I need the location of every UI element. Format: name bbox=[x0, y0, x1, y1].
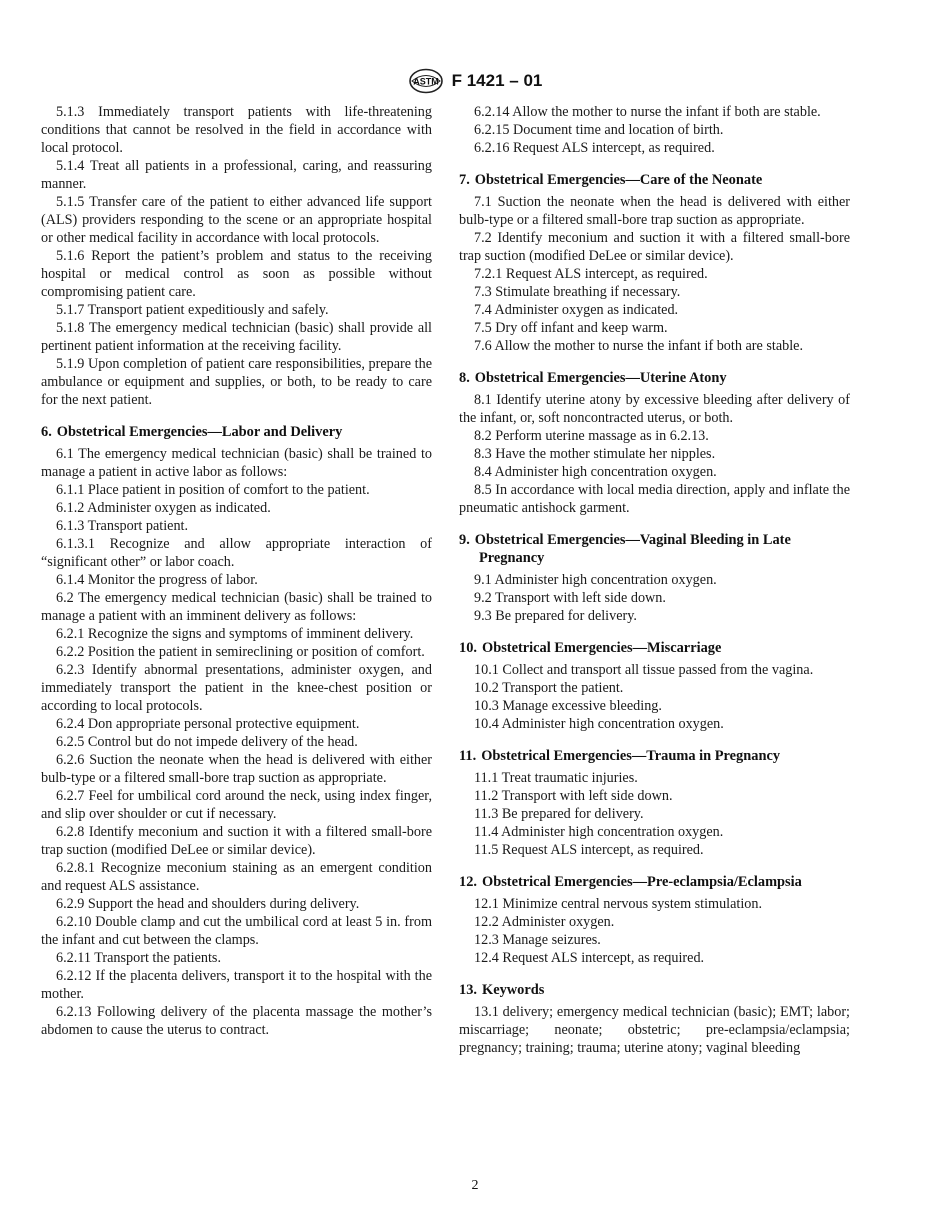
clause-paragraph: 6.2.7 Feel for umbilical cord around the neck, using index finger, and slip over shoulder or cut if necessary. bbox=[41, 788, 432, 822]
svg-text:ASTM: ASTM bbox=[412, 76, 439, 87]
clause-paragraph: 5.1.3 Immediately transport patients with life-threatening conditions that cannot be resolved in the field in accordance with local protocol. bbox=[41, 104, 432, 156]
clause-paragraph: 9.2 Transport with left side down. bbox=[474, 590, 666, 606]
clause-paragraph: 6.1 The emergency medical technician (basic) shall be trained to manage a patient in active labor as follows: bbox=[41, 446, 432, 480]
clause-paragraph: 7.6 Allow the mother to nurse the infant if both are stable. bbox=[474, 338, 803, 354]
standard-designation: F 1421 – 01 bbox=[451, 71, 543, 90]
clause-paragraph: 6.1.2 Administer oxygen as indicated. bbox=[56, 500, 271, 516]
clause-paragraph: 6.2.13 Following delivery of the placenta massage the mother’s abdomen to cause the uterus to contract. bbox=[41, 1004, 432, 1038]
clause-paragraph: 8.3 Have the mother stimulate her nipples. bbox=[474, 446, 716, 462]
clause-paragraph: 6.2.11 Transport the patients. bbox=[56, 950, 221, 966]
section-title: Obstetrical Emergencies—Trauma in Pregnancy bbox=[481, 748, 781, 764]
section-number: 13. bbox=[459, 982, 477, 998]
astm-logo-icon bbox=[408, 68, 444, 94]
clause-paragraph: 6.2.15 Document time and location of birth. bbox=[474, 122, 724, 138]
section-heading bbox=[459, 873, 850, 891]
clause-paragraph: 12.3 Manage seizures. bbox=[474, 932, 601, 948]
clause-paragraph: 9.3 Be prepared for delivery. bbox=[474, 608, 637, 624]
section-number: 9. bbox=[459, 532, 470, 548]
clause-paragraph: 10.2 Transport the patient. bbox=[474, 680, 624, 696]
section-title: Obstetrical Emergencies—Miscarriage bbox=[482, 640, 722, 656]
clause-paragraph: 8.2 Perform uterine massage as in 6.2.13. bbox=[474, 428, 709, 444]
section-heading bbox=[459, 981, 850, 999]
clause-paragraph: 6.2.8 Identify meconium and suction it with a filtered small-bore trap suction (modified DeLee or similar device). bbox=[41, 824, 432, 858]
clause-paragraph: 10.1 Collect and transport all tissue passed from the vagina. bbox=[474, 662, 814, 678]
clause-paragraph: 8.4 Administer high concentration oxygen. bbox=[474, 464, 717, 480]
clause-paragraph: 12.2 Administer oxygen. bbox=[474, 914, 615, 930]
clause-paragraph: 6.2.4 Don appropriate personal protective equipment. bbox=[56, 716, 360, 732]
clause-paragraph: 10.4 Administer high concentration oxygen. bbox=[474, 716, 724, 732]
section-title: Keywords bbox=[482, 982, 545, 998]
clause-paragraph: 5.1.4 Treat all patients in a professional, caring, and reassuring manner. bbox=[41, 158, 432, 192]
clause-paragraph: 11.1 Treat traumatic injuries. bbox=[474, 770, 638, 786]
section-heading bbox=[459, 369, 850, 387]
clause-paragraph: 6.2.3 Identify abnormal presentations, administer oxygen, and immediately transport the patient in the knee-chest position or according to local protocols. bbox=[41, 662, 432, 714]
section-number: 11. bbox=[459, 748, 477, 764]
clause-paragraph: 6.2.1 Recognize the signs and symptoms of imminent delivery. bbox=[56, 626, 414, 642]
clause-paragraph: 7.4 Administer oxygen as indicated. bbox=[474, 302, 679, 318]
clause-paragraph: 12.4 Request ALS intercept, as required. bbox=[474, 950, 705, 966]
clause-paragraph: 6.1.1 Place patient in position of comfort to the patient. bbox=[56, 482, 370, 498]
clause-paragraph: 12.1 Minimize central nervous system stimulation. bbox=[474, 896, 763, 912]
right-column bbox=[459, 103, 850, 1057]
section-number: 7. bbox=[459, 172, 470, 188]
clause-paragraph: 9.1 Administer high concentration oxygen. bbox=[474, 572, 717, 588]
clause-paragraph: 7.5 Dry off infant and keep warm. bbox=[474, 320, 668, 336]
clause-paragraph: 6.2.12 If the placenta delivers, transport it to the hospital with the mother. bbox=[41, 968, 432, 1002]
left-column bbox=[41, 103, 432, 1039]
clause-paragraph: 5.1.5 Transfer care of the patient to either advanced life support (ALS) providers responding to the scene or an appropriate hospital or other medical facility in accordance with local protocols. bbox=[41, 194, 432, 246]
clause-paragraph: 7.1 Suction the neonate when the head is delivered with either bulb-type or a filtered small-bore trap suction as appropriate. bbox=[459, 194, 850, 228]
clause-paragraph: 6.2.5 Control but do not impede delivery of the head. bbox=[56, 734, 358, 750]
section-title: Obstetrical Emergencies—Pre-eclampsia/Eclampsia bbox=[482, 874, 802, 890]
clause-paragraph: 8.1 Identify uterine atony by excessive bleeding after delivery of the infant, or, soft noncontracted uterus, or both. bbox=[459, 392, 850, 426]
clause-paragraph: 10.3 Manage excessive bleeding. bbox=[474, 698, 662, 714]
clause-paragraph: 6.2.14 Allow the mother to nurse the infant if both are stable. bbox=[474, 104, 821, 120]
section-number: 10. bbox=[459, 640, 477, 656]
clause-paragraph: 5.1.6 Report the patient’s problem and status to the receiving hospital or medical control as soon as possible without compromising patient care. bbox=[41, 248, 432, 300]
clause-paragraph: 6.2.6 Suction the neonate when the head is delivered with either bulb-type or a filtered small-bore trap suction as appropriate. bbox=[41, 752, 432, 786]
clause-paragraph: 6.2.8.1 Recognize meconium staining as an emergent condition and request ALS assistance. bbox=[41, 860, 432, 894]
clause-paragraph: 11.5 Request ALS intercept, as required. bbox=[474, 842, 704, 858]
clause-paragraph: 6.2.9 Support the head and shoulders during delivery. bbox=[56, 896, 360, 912]
section-title: Obstetrical Emergencies—Labor and Delivery bbox=[56, 424, 343, 440]
clause-paragraph: 7.3 Stimulate breathing if necessary. bbox=[474, 284, 681, 300]
clause-paragraph: 5.1.9 Upon completion of patient care responsibilities, prepare the ambulance or equipment and supplies, or both, to be ready to care for the next patient. bbox=[41, 356, 432, 408]
clause-paragraph: 7.2.1 Request ALS intercept, as required. bbox=[474, 266, 708, 282]
clause-paragraph: 6.1.3.1 Recognize and allow appropriate interaction of “significant other” or labor coach. bbox=[41, 536, 432, 570]
clause-paragraph: 6.1.4 Monitor the progress of labor. bbox=[56, 572, 258, 588]
section-heading bbox=[459, 639, 850, 657]
clause-paragraph: 6.2.2 Position the patient in semireclining or position of comfort. bbox=[56, 644, 425, 660]
section-number: 12. bbox=[459, 874, 477, 890]
section-number: 6. bbox=[41, 424, 52, 440]
section-heading bbox=[41, 423, 432, 441]
clause-paragraph: 11.3 Be prepared for delivery. bbox=[474, 806, 644, 822]
clause-paragraph: 11.4 Administer high concentration oxygen. bbox=[474, 824, 724, 840]
section-title: Obstetrical Emergencies—Care of the Neonate bbox=[474, 172, 763, 188]
clause-paragraph: 6.2.16 Request ALS intercept, as required. bbox=[474, 140, 715, 156]
section-title: Obstetrical Emergencies—Uterine Atony bbox=[474, 370, 727, 386]
clause-paragraph: 8.5 In accordance with local media direction, apply and inflate the pneumatic antishock garment. bbox=[459, 482, 850, 516]
clause-paragraph: 6.2.10 Double clamp and cut the umbilical cord at least 5 in. from the infant and cut between the clamps. bbox=[41, 914, 432, 948]
section-heading bbox=[459, 171, 850, 189]
page-header bbox=[0, 66, 950, 96]
clause-paragraph: 11.2 Transport with left side down. bbox=[474, 788, 673, 804]
section-heading bbox=[459, 531, 850, 567]
section-number: 8. bbox=[459, 370, 470, 386]
clause-paragraph: 5.1.8 The emergency medical technician (basic) shall provide all pertinent patient information at the receiving facility. bbox=[41, 320, 432, 354]
clause-paragraph: 5.1.7 Transport patient expeditiously and safely. bbox=[56, 302, 329, 318]
section-heading bbox=[459, 747, 850, 765]
clause-paragraph: 6.1.3 Transport patient. bbox=[56, 518, 189, 534]
clause-paragraph: 7.2 Identify meconium and suction it with a filtered small-bore trap suction (modified DeLee or similar device). bbox=[459, 230, 850, 264]
page-number: 2 bbox=[471, 1178, 479, 1193]
clause-paragraph: 6.2 The emergency medical technician (basic) shall be trained to manage a patient with an imminent delivery as follows: bbox=[41, 590, 432, 624]
section-title: Obstetrical Emergencies—Vaginal Bleeding in Late Pregnancy bbox=[474, 532, 791, 566]
clause-paragraph: 13.1 delivery; emergency medical technician (basic); EMT; labor; miscarriage; neonate; obstetric; pre-eclampsia/eclampsia; pregnancy; training; trauma; uterine atony; vaginal bleeding bbox=[459, 1004, 850, 1056]
